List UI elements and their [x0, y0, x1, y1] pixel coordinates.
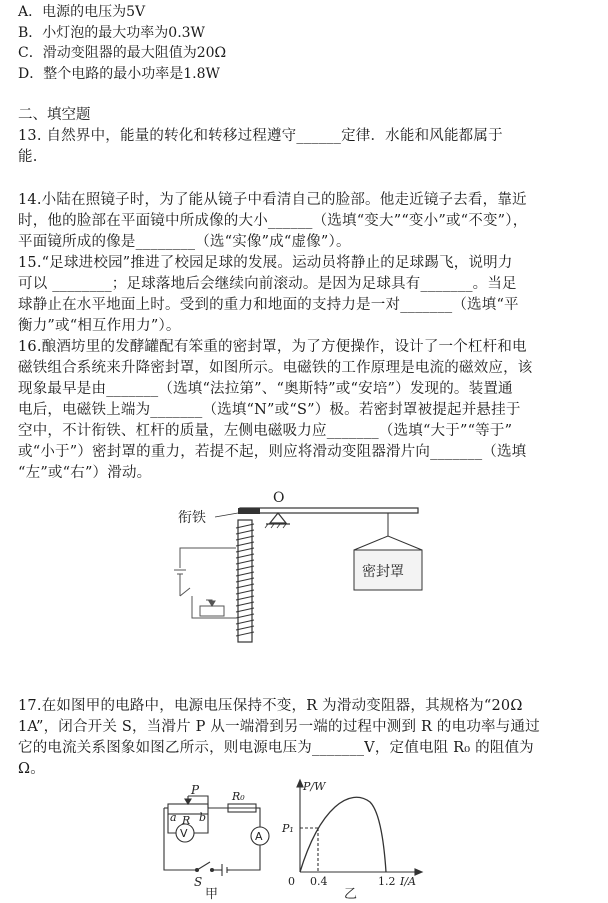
- q17-line3: 它的电流关系图象如图乙所示，则电源电压为_______V，定值电阻 R₀ 的阻值为: [18, 740, 534, 756]
- lever-bar: [240, 508, 418, 513]
- q15-line4: 衡力”或“相互作用力”）。: [18, 318, 181, 334]
- terminal-b-label: b: [199, 811, 207, 824]
- lever-electromagnet-figure: [170, 488, 440, 648]
- option-c: C．滑动变阻器的最大阻值为20Ω: [18, 45, 227, 61]
- q16-line3: 现象最早是由_______（选填“法拉第”、“奥斯特”或“安培”）发现的。装置通: [18, 381, 513, 397]
- q16-line7: “左”或“右”）滑动。: [18, 465, 152, 481]
- q15-line3: 球静止在水平地面上时。受到的重力和地面的支持力是一对_______（选填“平: [18, 297, 519, 313]
- armature-label: 衔铁: [178, 510, 206, 526]
- x-axis-label: I/A: [400, 875, 416, 888]
- q14-line3: 平面镜所成的像是________（选“实像”成“虚像”）。: [18, 234, 351, 250]
- tick-0-4-label: 0.4: [310, 875, 328, 888]
- q16-line2: 磁铁组合系统来升降密封罩，如图所示。电磁铁的工作原理是电流的磁效应，该: [18, 360, 533, 376]
- ammeter-a-label: A: [255, 830, 263, 843]
- q15-line1: 15.“足球进校园”推进了校园足球的发展。运动员将静止的足球踢飞，说明力: [18, 255, 513, 271]
- switch-s-label: S: [194, 875, 203, 889]
- q16-line6: 或“小于”）密封罩的重力，若提不起，则应将滑动变阻器滑片向_______（选填: [18, 444, 527, 460]
- slider-p-label: P: [191, 783, 200, 797]
- y-axis-label: P/W: [303, 780, 326, 793]
- tick-1-2-label: 1.2: [378, 875, 396, 888]
- q16-line5: 空中，不计衔铁、杠杆的质量，左侧电磁吸力应_______（选填“大于”“等于”: [18, 423, 513, 439]
- section-title: 二、填空题: [18, 107, 91, 123]
- seal-cover-label: 密封罩: [362, 564, 404, 580]
- pivot-label: O: [273, 490, 285, 506]
- option-b: B．小灯泡的最大功率为0.3W: [18, 25, 205, 41]
- armature-block: [238, 508, 260, 514]
- q13-line1: 13. 自然界中，能量的转化和转移过程遵守______定律．水能和风能都属于: [18, 128, 503, 144]
- q16-line1: 16.酿酒坊里的发酵罐配有笨重的密封罩，为了方便操作，设计了一个杠杆和电: [18, 339, 527, 355]
- q14-line1: 14.小陆在照镜子时，为了能从镜子中看清自己的脸部。他走近镜子去看，靠近: [18, 192, 527, 208]
- option-d: D．整个电路的最小功率是1.8W: [18, 66, 220, 82]
- power-curve: [300, 797, 386, 872]
- option-a: A．电源的电压为5V: [18, 4, 146, 20]
- resistor-r0-label: R₀: [232, 790, 245, 803]
- q17-line4: Ω。: [18, 761, 45, 777]
- origin-label: 0: [288, 875, 295, 888]
- pivot-fulcrum: [270, 513, 286, 523]
- power-current-graph-yi: [280, 772, 440, 900]
- q17-line2: 1A”，闭合开关 S，当滑片 P 从一端滑到另一端的过程中测到 R 的电功率与通过: [18, 719, 540, 735]
- caption-yi: 乙: [344, 887, 358, 900]
- q17-line1: 17.在如图甲的电路中，电源电压保持不变，R 为滑动变阻器，其规格为“20Ω: [18, 698, 523, 714]
- q14-line2: 时，他的脸部在平面镜中所成像的大小______（选填“变大”“变小”或“不变”），: [18, 213, 528, 229]
- voltmeter-v-label: V: [180, 827, 188, 840]
- q13-line2: 能.: [18, 149, 38, 165]
- q16-line4: 电后，电磁铁上端为_______（选填“N”或“S”）极。若密封罩被提起并悬挂于: [18, 402, 521, 418]
- circuit-diagram-jia: [150, 778, 275, 900]
- terminal-a-label: a: [170, 811, 177, 824]
- rheostat-r-label: R: [182, 814, 191, 827]
- control-circuit: [174, 548, 236, 618]
- caption-jia: 甲: [205, 887, 219, 900]
- q15-line2: 可以 ________；足球落地后会继续向前滚动。是因为足球具有_______。当足: [18, 276, 517, 292]
- p1-label: P₁: [282, 822, 294, 835]
